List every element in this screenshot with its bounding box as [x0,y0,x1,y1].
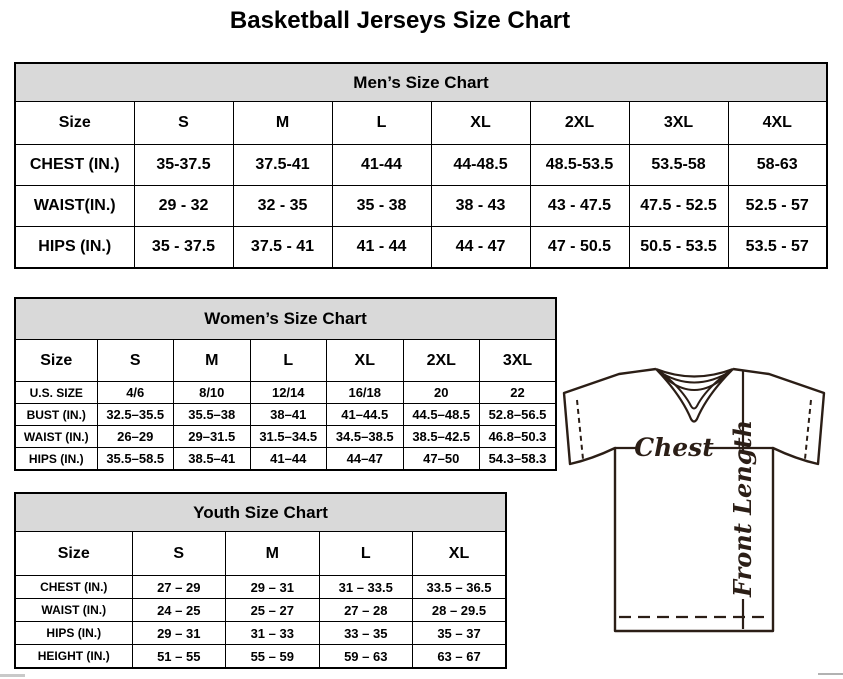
column-header: M [226,532,320,576]
size-value-cell: 32.5–35.5 [97,404,174,426]
size-value-cell: 12/14 [250,382,327,404]
size-value-cell: 35.5–38 [174,404,251,426]
row-label: CHEST (IN.) [15,145,134,186]
size-value-cell: 27 – 28 [319,599,413,622]
column-header: XL [431,102,530,145]
size-value-cell: 48.5-53.5 [530,145,629,186]
size-value-cell: 33 – 35 [319,622,413,645]
column-header: Size [15,532,132,576]
size-value-cell: 28 – 29.5 [413,599,507,622]
scrollbar-fragment-right [818,673,843,675]
table-row [15,426,556,448]
size-value-cell: 52.5 - 57 [728,186,827,227]
size-value-cell: 29 – 31 [132,622,226,645]
size-value-cell: 47.5 - 52.5 [629,186,728,227]
size-value-cell: 53.5-58 [629,145,728,186]
table-row [15,599,506,622]
size-value-cell: 27 – 29 [132,576,226,599]
size-value-cell: 31.5–34.5 [250,426,327,448]
column-header: 4XL [728,102,827,145]
mens-table [14,62,828,269]
row-label: HIPS (IN.) [15,622,132,645]
row-label: HEIGHT (IN.) [15,645,132,669]
size-value-cell: 50.5 - 53.5 [629,227,728,269]
size-value-cell: 35 – 37 [413,622,507,645]
column-header: L [332,102,431,145]
size-value-cell: 29–31.5 [174,426,251,448]
table-row [15,622,506,645]
row-label: BUST (IN.) [15,404,97,426]
size-value-cell: 44-48.5 [431,145,530,186]
size-value-cell: 44–47 [327,448,404,471]
size-value-cell: 31 – 33.5 [319,576,413,599]
table-row [15,448,556,471]
size-value-cell: 38–41 [250,404,327,426]
size-value-cell: 59 – 63 [319,645,413,669]
table-row [15,145,827,186]
size-value-cell: 38.5–41 [174,448,251,471]
womens-table [14,297,557,471]
womens-size-chart-table [14,297,557,471]
youth-header-row [15,532,506,576]
size-value-cell: 35.5–58.5 [97,448,174,471]
size-value-cell: 44 - 47 [431,227,530,269]
size-value-cell: 44.5–48.5 [403,404,480,426]
size-value-cell: 55 – 59 [226,645,320,669]
page-title: Basketball Jerseys Size Chart [229,7,571,34]
size-value-cell: 43 - 47.5 [530,186,629,227]
size-value-cell: 47 - 50.5 [530,227,629,269]
size-value-cell: 31 – 33 [226,622,320,645]
size-value-cell: 63 – 67 [413,645,507,669]
size-value-cell: 29 – 31 [226,576,320,599]
womens-header-row [15,340,556,382]
row-label: HIPS (IN.) [15,227,134,269]
mens-header-row [15,102,827,145]
column-header: 2XL [530,102,629,145]
row-label: CHEST (IN.) [15,576,132,599]
row-label: HIPS (IN.) [15,448,97,471]
size-value-cell: 46.8–50.3 [480,426,557,448]
size-value-cell: 35 - 38 [332,186,431,227]
size-value-cell: 26–29 [97,426,174,448]
size-value-cell: 22 [480,382,557,404]
column-header: XL [327,340,404,382]
size-value-cell: 41–44.5 [327,404,404,426]
youth-table [14,492,507,669]
table-row [15,382,556,404]
front-length-label: Front Length [728,419,757,597]
womens-table-title: Women’s Size Chart [15,298,556,340]
size-value-cell: 16/18 [327,382,404,404]
column-header: L [319,532,413,576]
size-value-cell: 25 – 27 [226,599,320,622]
size-value-cell: 20 [403,382,480,404]
left-sleeve-dashed-line [577,400,583,459]
row-label: U.S. SIZE [15,382,97,404]
table-row [15,404,556,426]
column-header: 3XL [480,340,557,382]
column-header: S [134,102,233,145]
size-value-cell: 47–50 [403,448,480,471]
mens-size-chart-table [14,62,828,269]
table-row [15,576,506,599]
youth-size-chart-table [14,492,507,669]
size-value-cell: 35-37.5 [134,145,233,186]
row-label: WAIST (IN.) [15,426,97,448]
mens-table-title: Men’s Size Chart [15,63,827,102]
size-value-cell: 41 - 44 [332,227,431,269]
table-row [15,186,827,227]
column-header: Size [15,102,134,145]
size-value-cell: 38 - 43 [431,186,530,227]
size-value-cell: 52.8–56.5 [480,404,557,426]
size-value-cell: 35 - 37.5 [134,227,233,269]
size-value-cell: 4/6 [97,382,174,404]
chest-label: Chest [634,433,714,462]
youth-table-title: Youth Size Chart [15,493,506,532]
size-value-cell: 41–44 [250,448,327,471]
column-header: S [97,340,174,382]
size-value-cell: 8/10 [174,382,251,404]
column-header: 2XL [403,340,480,382]
right-sleeve-dashed-line [805,400,811,459]
column-header: XL [413,532,507,576]
column-header: M [174,340,251,382]
size-value-cell: 34.5–38.5 [327,426,404,448]
column-header: S [132,532,226,576]
size-value-cell: 51 – 55 [132,645,226,669]
size-value-cell: 38.5–42.5 [403,426,480,448]
column-header: L [250,340,327,382]
size-value-cell: 58-63 [728,145,827,186]
table-row [15,227,827,269]
row-label: WAIST (IN.) [15,599,132,622]
table-row [15,645,506,669]
size-value-cell: 29 - 32 [134,186,233,227]
column-header: M [233,102,332,145]
size-value-cell: 41-44 [332,145,431,186]
size-value-cell: 37.5 - 41 [233,227,332,269]
row-label: WAIST(IN.) [15,186,134,227]
column-header: 3XL [629,102,728,145]
size-value-cell: 37.5-41 [233,145,332,186]
size-value-cell: 54.3–58.3 [480,448,557,471]
size-value-cell: 33.5 – 36.5 [413,576,507,599]
size-value-cell: 32 - 35 [233,186,332,227]
size-value-cell: 24 – 25 [132,599,226,622]
column-header: Size [15,340,97,382]
jersey-measurement-diagram [556,360,841,665]
scrollbar-fragment-left [0,674,25,677]
size-value-cell: 53.5 - 57 [728,227,827,269]
jersey-diagram-svg [556,360,841,665]
